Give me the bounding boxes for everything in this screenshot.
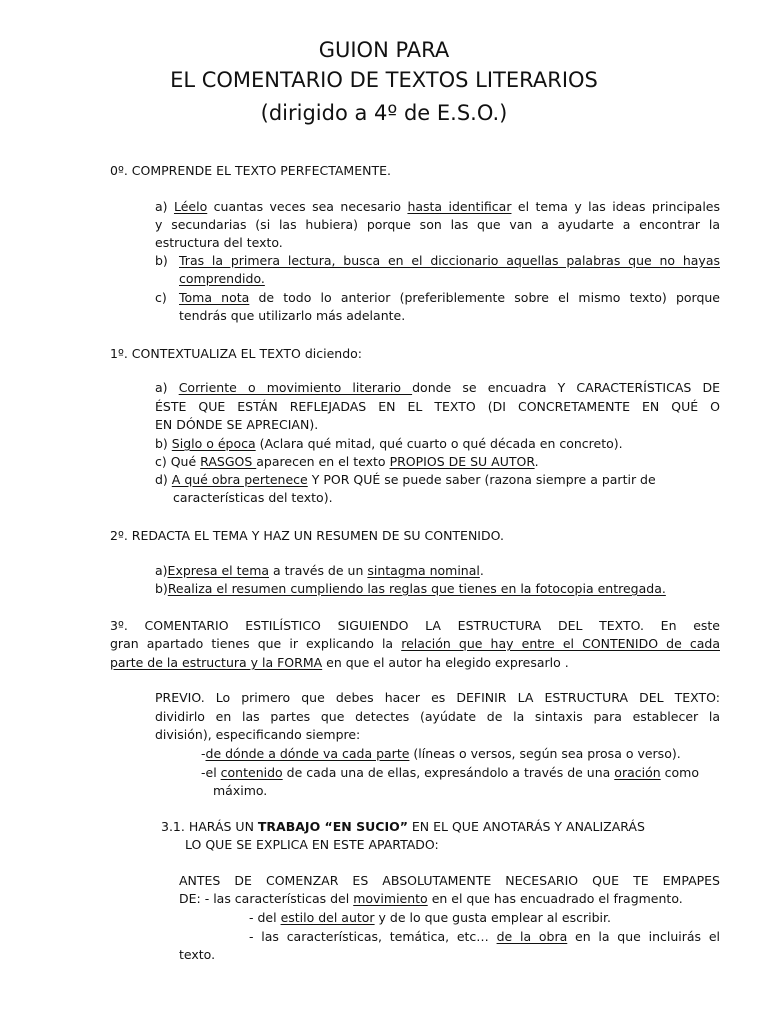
section-2-heading: 2º. REDACTA EL TEMA Y HAZ UN RESUMEN DE SU CONTENIDO. — [110, 528, 504, 543]
s1-item-c: c) Qué RASGOS aparecen en el texto PROPIOS DE SU AUTOR. — [155, 454, 539, 469]
s1-item-d-line-1: d) A qué obra pertenece Y POR QUÉ se puede saber (razona siempre a partir de — [155, 472, 656, 487]
s1-item-b: b) Siglo o época (Aclara qué mitad, qué cuarto o qué década en concreto). — [155, 436, 623, 451]
antes-line-2: DE: - las características del movimiento en el que has encuadrado el fragmento. — [179, 891, 683, 906]
s0-item-c-line-1: Toma nota de todo lo anterior (preferiblemente sobre el mismo texto) porque — [179, 290, 720, 305]
section-3-heading-line-3: parte de la estructura y la FORMA en que el autor ha elegido expresarlo . — [110, 655, 569, 670]
section-0-heading: 0º. COMPRENDE EL TEXTO PERFECTAMENTE. — [110, 163, 391, 178]
previo-line-3: división), especificando siempre: — [155, 727, 361, 742]
s1-item-a-line-2: ÉSTE QUE ESTÁN REFLEJADAS EN EL TEXTO (DI CONCRETAMENTE EN QUÉ O — [155, 399, 720, 414]
s0-item-b-line-2: comprendido. — [179, 271, 265, 286]
s1-item-d-line-2: características del texto). — [173, 490, 333, 505]
title-line-1: GUION PARA — [318, 38, 450, 62]
s0-item-b-line-1: Tras la primera lectura, busca en el diccionario aquellas palabras que no hayas — [179, 253, 720, 268]
previo-dash-2: -el contenido de cada una de ellas, expresándolo a través de una oración como — [201, 765, 699, 780]
subsection-3-1-line-1: 3.1. HARÁS UN TRABAJO “EN SUCIO” EN EL QUE ANOTARÁS Y ANALIZARÁS — [161, 819, 645, 834]
s2-item-a: a)Expresa el tema a través de un sintagma nominal. — [155, 563, 484, 578]
section-1-heading: 1º. CONTEXTUALIZA EL TEXTO diciendo: — [110, 346, 362, 361]
section-3-heading-line-2: gran apartado tienes que ir explicando la relación que hay entre el CONTENIDO de cada — [110, 636, 720, 651]
s2-item-b: b)Realiza el resumen cumpliendo las reglas que tienes en la fotocopia entregada. — [155, 581, 666, 596]
antes-line-3: - del estilo del autor y de lo que gusta emplear al escribir. — [249, 910, 611, 925]
section-3-heading-line-1: 3º. COMENTARIO ESTILÍSTICO SIGUIENDO LA ESTRUCTURA DEL TEXTO. En este — [110, 618, 720, 633]
s0-item-c-line-2: tendrás que utilizarlo más adelante. — [179, 308, 406, 323]
title-line-3: (dirigido a 4º de E.S.O.) — [260, 101, 508, 125]
antes-line-4: - las características, temática, etc… de la obra en la que incluirás el — [249, 929, 720, 944]
s0-item-a-line-2: y secundarias (si las hubiera) porque son las que van a ayudarte a encontrar la — [155, 217, 720, 232]
s0-item-a-line-3: estructura del texto. — [155, 235, 283, 250]
s0-item-b-marker: b) — [155, 253, 168, 268]
s1-item-a-line-1: a) Corriente o movimiento literario donde se encuadra Y CARACTERÍSTICAS DE — [155, 380, 720, 395]
previo-line-2: dividirlo en las partes que detectes (ayúdate de la sintaxis para establecer la — [155, 709, 720, 724]
previo-dash-1: -de dónde a dónde va cada parte (líneas o versos, según sea prosa o verso). — [201, 746, 681, 761]
s0-item-c-marker: c) — [155, 290, 167, 305]
previo-dash-2-line-2: máximo. — [213, 783, 268, 798]
antes-line-1: ANTES DE COMENZAR ES ABSOLUTAMENTE NECESARIO QUE TE EMPAPES — [179, 873, 720, 888]
previo-line-1: PREVIO. Lo primero que debes hacer es DEFINIR LA ESTRUCTURA DEL TEXTO: — [155, 690, 720, 705]
s0-item-a-line-1: a) Léelo cuantas veces sea necesario hasta identificar el tema y las ideas principales — [155, 199, 721, 214]
s1-item-a-line-3: EN DÓNDE SE APRECIAN). — [155, 417, 319, 432]
title-line-2: EL COMENTARIO DE TEXTOS LITERARIOS — [170, 68, 598, 92]
subsection-3-1-line-2: LO QUE SE EXPLICA EN ESTE APARTADO: — [185, 837, 439, 852]
antes-line-5: texto. — [179, 947, 216, 962]
